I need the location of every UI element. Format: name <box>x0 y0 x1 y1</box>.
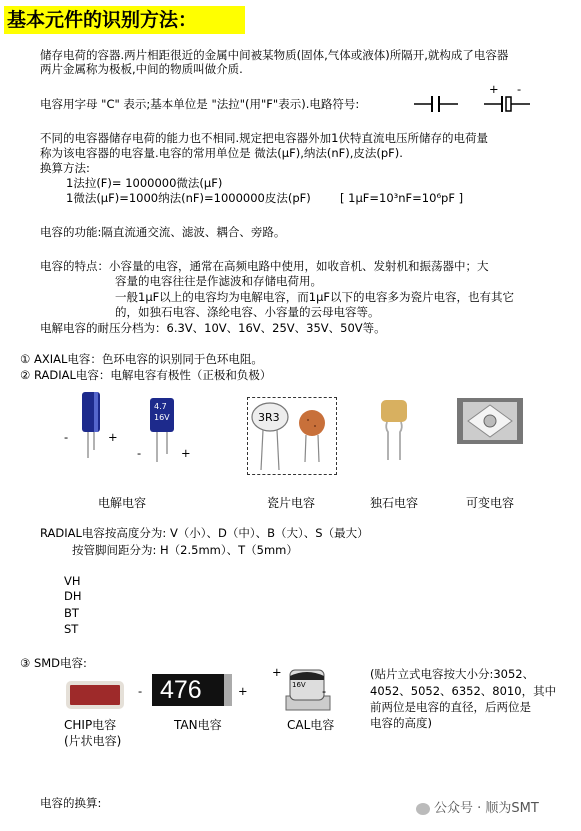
cal-minus: - <box>322 684 327 698</box>
variable-capacitor-image <box>455 396 525 446</box>
conversion-3: [ 1μF=10³nF=10⁶pF ] <box>340 191 464 205</box>
capacity-line-1: 不同的电容器储存电荷的能力也不相同.规定把电容器外加1伏特直流电压所储存的电荷量 <box>40 131 488 145</box>
conversion-title: 电容的换算: <box>40 796 102 810</box>
smd-title: ③ SMD电容: <box>20 656 87 670</box>
cal-plus: + <box>272 665 282 679</box>
caption-tan: TAN电容 <box>174 718 222 732</box>
capacitor-symbol-icon <box>412 94 462 114</box>
axial-line: ① AXIAL电容：色环电容的识别同于色环电阻。 <box>20 352 263 366</box>
intro-line-2: 两片金属称为极板,中间的物质叫做介质. <box>40 62 243 76</box>
ceramic-code: 3R3 <box>258 411 280 424</box>
symbol-plus: + <box>489 82 499 96</box>
caption-electrolytic: 电解电容 <box>98 496 147 510</box>
watermark <box>416 797 539 816</box>
symbol-line: 电容用字母 "C" 表示;基本单位是 "法拉"(用"F"表示).电路符号: <box>40 97 360 111</box>
smd-note-1: (贴片立式电容按大小分:3052、 <box>370 667 535 681</box>
cap-a-plus: + <box>108 430 118 444</box>
height-code-vh: VH <box>64 574 81 588</box>
features-line-1: 电容的特点：小容量的电容，通常在高频电路中使用，如收音机、发射机和振荡器中；大 <box>40 259 489 273</box>
height-code-dh: DH <box>64 589 82 603</box>
conversion-1: 1法拉(F)= 1000000微法(μF) <box>66 176 223 190</box>
capacity-line-2: 称为该电容器的电容量.电容的常用单位是 微法(μF),纳法(nF),皮法(pF). <box>40 146 403 160</box>
features-line-4: 的，如独石电容、涤纶电容、小容量的云母电容等。 <box>115 305 380 319</box>
caption-ceramic: 瓷片电容 <box>267 496 316 510</box>
radial-height-line: RADIAL电容按高度分为: V（小）、D（中）、B（大）、S（最大） <box>40 526 369 540</box>
ceramic-capacitor-image <box>250 400 334 472</box>
tan-plus: + <box>238 684 248 698</box>
conversion-method: 换算方法: <box>40 161 90 175</box>
chip-capacitor-image <box>66 681 124 709</box>
caption-monolithic: 独石电容 <box>370 496 419 510</box>
caption-chip-2: (片状电容) <box>64 734 122 748</box>
tan-value: 476 <box>160 676 202 704</box>
cap-b-minus: - <box>137 446 142 460</box>
function-line: 电容的功能:隔直流通交流、滤波、耦合、旁路。 <box>40 225 286 239</box>
electrolytic-capacitor-a-image <box>78 390 108 460</box>
watermark-text: 公众号 · 顺为SMT <box>434 801 539 816</box>
intro-line-1: 储存电荷的容器.两片相距很近的金属中间被某物质(固体,气体或液体)所隔开,就构成了电容器 <box>40 48 509 62</box>
symbol-minus: - <box>517 82 522 96</box>
electrolytic-capacitor-b-image <box>148 396 178 466</box>
features-line-3: 一般1μF以上的电容均为电解电容，而1μF以下的电容多为瓷片电容，也有其它 <box>115 290 514 304</box>
cal-capacitor-image <box>282 666 338 716</box>
page-title: 基本元件的识别方法： <box>4 6 245 34</box>
smd-note-4: 电容的高度) <box>370 716 432 730</box>
cap-b-plus: + <box>181 446 191 460</box>
smd-note-2: 4052、5052、6352、8010，其中 <box>370 684 557 698</box>
pin-pitch-line: 按管脚间距分为: H（2.5mm）、T（5mm） <box>72 543 298 557</box>
cap-b-voltage: 16V <box>154 413 170 422</box>
caption-chip: CHIP电容 <box>64 718 117 732</box>
caption-variable: 可变电容 <box>466 496 515 510</box>
radial-line: ② RADIAL电容：电解电容有极性（正极和负极） <box>20 368 272 382</box>
tan-capacitor-image <box>152 674 232 706</box>
height-code-bt: BT <box>64 606 79 620</box>
wechat-icon <box>416 803 430 815</box>
features-line-5: 电解电容的耐压分档为：6.3V、10V、16V、25V、35V、50V等。 <box>40 321 386 335</box>
monolithic-capacitor-image <box>373 398 417 462</box>
caption-cal: CAL电容 <box>287 718 335 732</box>
smd-note-3: 前两位是电容的直径，后两位是 <box>370 700 531 714</box>
polarized-capacitor-symbol-icon <box>482 94 534 114</box>
tan-minus: - <box>138 684 143 698</box>
height-code-st: ST <box>64 622 79 636</box>
conversion-2: 1微法(μF)=1000纳法(nF)=1000000皮法(pF) <box>66 191 311 205</box>
cal-voltage: 16V <box>292 681 306 689</box>
cap-b-value: 4.7 <box>154 402 167 411</box>
cap-a-minus: - <box>64 430 69 444</box>
features-line-2: 容量的电容往往是作滤波和存储电荷用。 <box>115 274 322 288</box>
